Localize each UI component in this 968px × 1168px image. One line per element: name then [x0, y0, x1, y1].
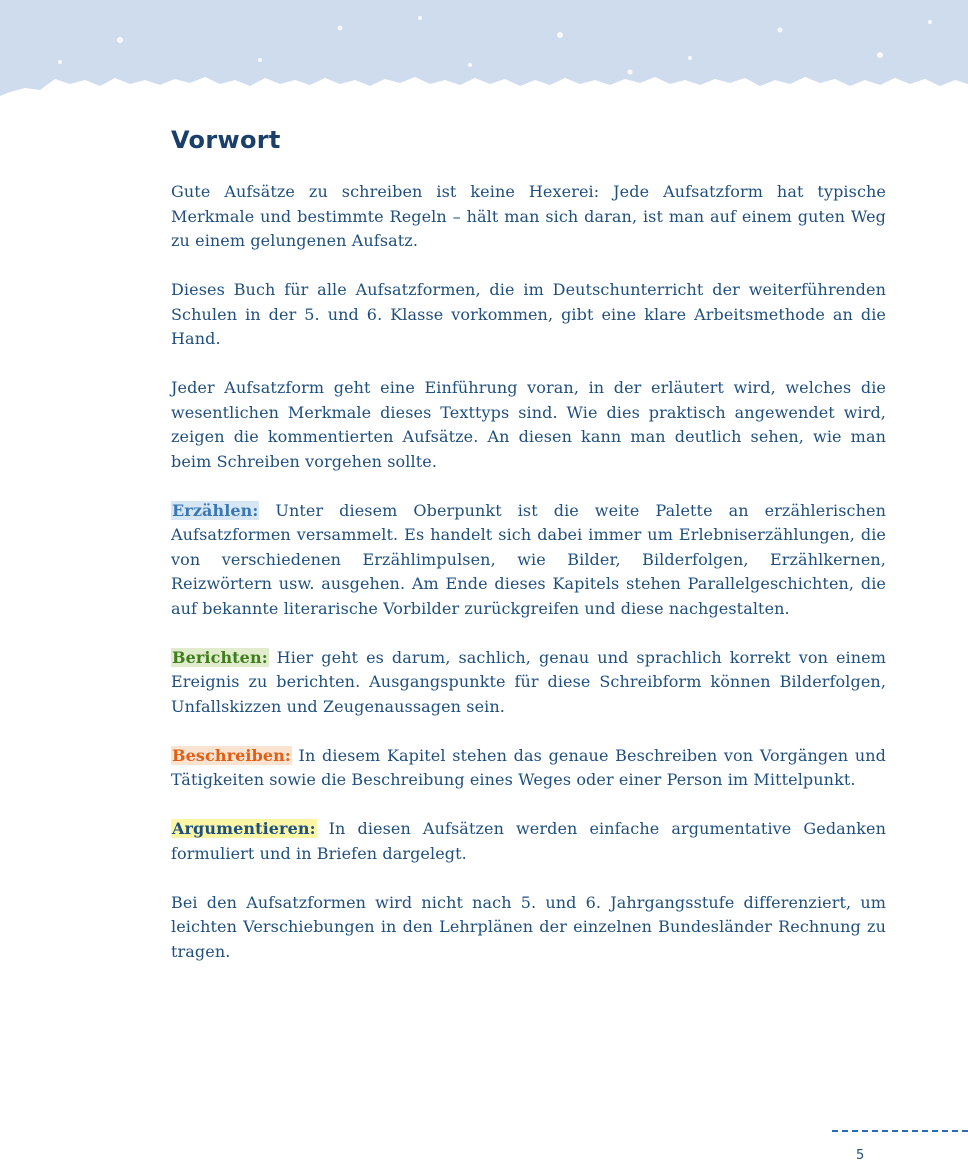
header-band: [0, 0, 968, 110]
section-argumentieren: [171, 817, 886, 866]
section-berichten-text: Hier geht es darum, sachlich, genau und sprachlich korrekt von einem Ereignis zu berichten. Ausgangspunkte für diese Schreibform können Bilderfolgen, Unfallskizzen und Zeugenaussagen sein.: [171, 647, 886, 716]
keyword-beschreiben: Beschreiben:: [172, 745, 291, 765]
page-content: [171, 126, 886, 989]
footer-dashed-rule: [832, 1130, 968, 1132]
page-title: Vorwort: [171, 126, 281, 154]
section-beschreiben: [171, 744, 886, 793]
intro-paragraph-1: Gute Aufsätze zu schreiben ist keine Hexerei: Jede Aufsatzform hat typische Merkmale und bestimmte Regeln – hält man sich daran, ist man auf einem guten Weg zu einem gelungenen Aufsatz.: [171, 182, 886, 250]
section-beschreiben-text: In diesem Kapitel stehen das genaue Beschreiben von Vorgängen und Tätigkeiten sowie die Beschreibung eines Weges oder einer Person im Mittelpunkt.: [171, 745, 886, 789]
keyword-erzaehlen: Erzählen:: [172, 500, 259, 520]
section-argumentieren-text: In diesen Aufsätzen werden einfache argumentative Gedanken formuliert und in Briefen dargelegt.: [171, 819, 886, 863]
keyword-argumentieren: Argumentieren:: [172, 819, 316, 838]
section-berichten: [171, 646, 886, 720]
intro-paragraph-3: Jeder Aufsatzform geht eine Einführung voran, in der erläutert wird, welches die wesentlichen Merkmale dieses Texttyps sind. Wie dies praktisch angewendet wird, zeigen die kommentierten Aufsätze. An diesen kann man deutlich sehen, wie man beim Schreiben vorgehen sollte.: [171, 378, 886, 471]
page-number: 5: [856, 1148, 865, 1163]
intro-paragraph-2: Dieses Buch für alle Aufsatzformen, die im Deutschunterricht der weiterführenden Schulen in der 5. und 6. Klasse vorkommen, gibt eine klare Arbeitsmethode an die Hand.: [171, 280, 886, 348]
section-erzaehlen-text: Unter diesem Oberpunkt ist die weite Palette an erzählerischen Aufsatzformen versammelt. Es handelt sich dabei immer um Erlebniserzählungen, die von verschiedenen Erzählimpulsen, wie Bilder, Bilderfolgen, Erzählkernen, Reizwörtern usw. ausgehen. Am Ende dieses Kapitels stehen Parallelgeschichten, die auf bekannte literarische Vorbilder zurückgreifen und diese nachgestalten.: [171, 500, 886, 618]
keyword-berichten: Berichten:: [172, 647, 268, 667]
section-erzaehlen: [171, 499, 886, 622]
closing-paragraph: Bei den Aufsatzformen wird nicht nach 5. und 6. Jahrgangsstufe differenziert, um leichten Verschiebungen in den Lehrplänen der einzelnen Bundesländer Rechnung zu tragen.: [171, 892, 886, 961]
